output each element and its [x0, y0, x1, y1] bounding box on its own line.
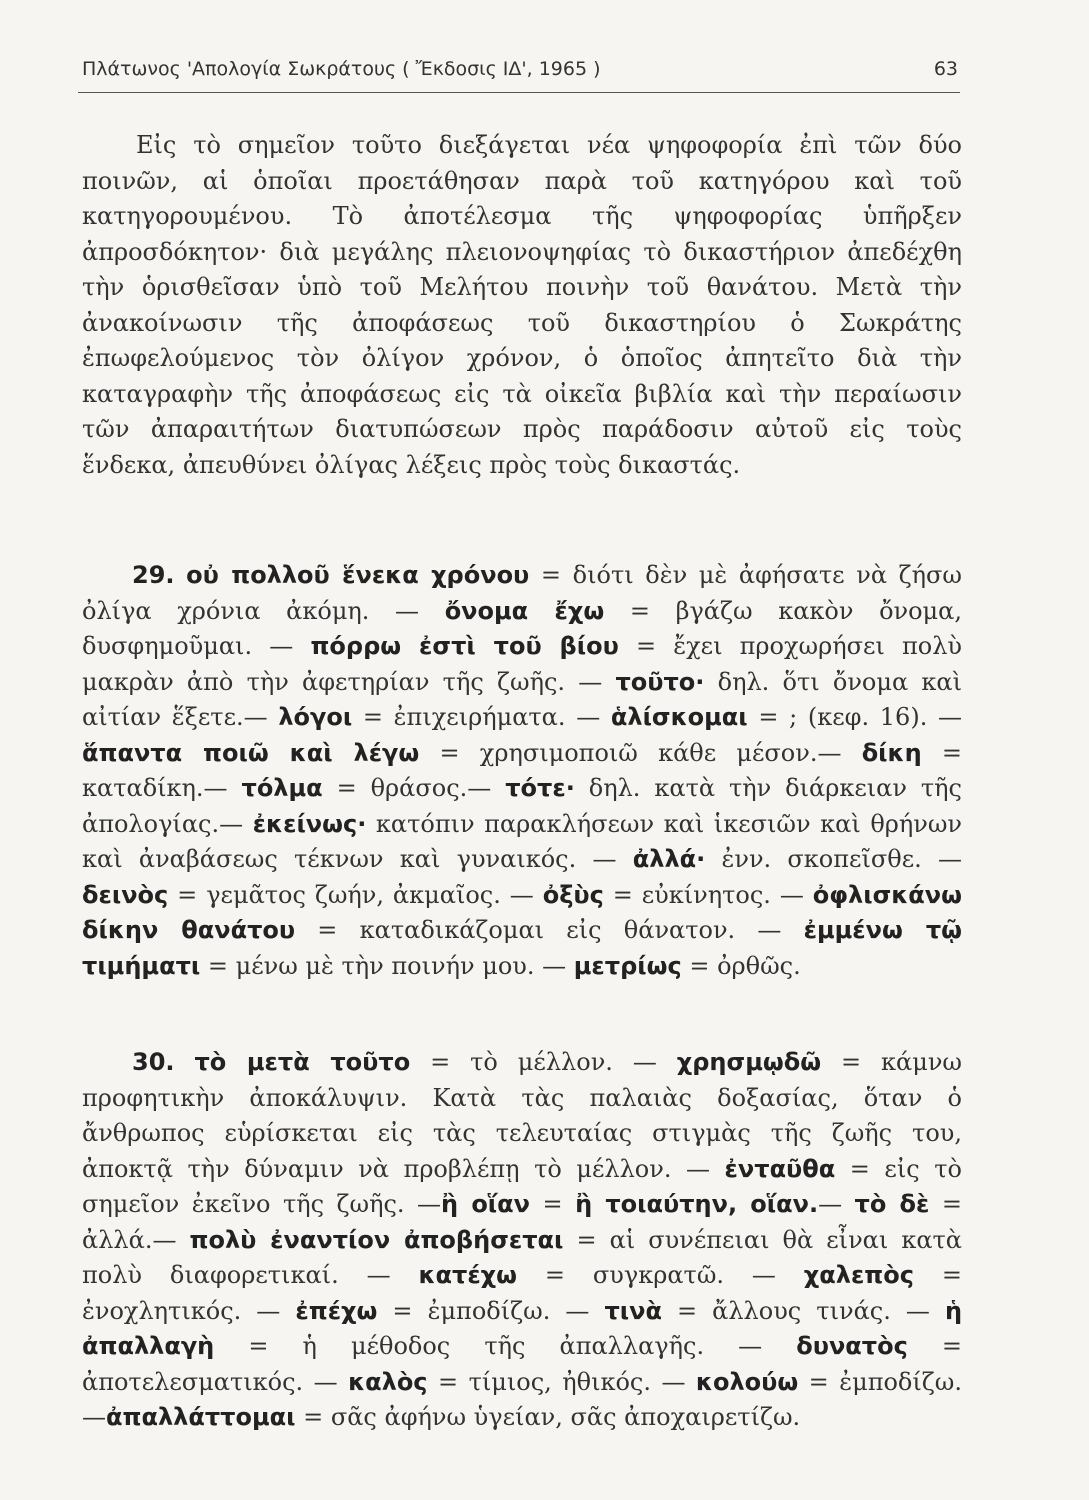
glossary-definition: δηλ. ὅτι ὄνομα καὶ αἰτίαν ἕξετε.— — [82, 667, 962, 731]
section-number: 30. — [132, 1048, 175, 1076]
glossary-definition: = ἐνοχλητικός. — — [82, 1261, 962, 1325]
glossary-term: καλὸς — [348, 1367, 428, 1396]
glossary-term: ἡ ἀπαλλαγὴ — [82, 1296, 963, 1360]
glossary-term: τόλμα — [241, 774, 323, 802]
glossary-term: λόγοι — [278, 703, 353, 731]
glossary-term: ἢ τοιαύτην, οἵαν. — [575, 1190, 819, 1218]
glossary-definition: = ἀποτελεσματικός. — — [82, 1332, 962, 1396]
glossary-definition: = κάμνω προφητικὴν ἀποκάλυψιν. Κατὰ τὰς παλαιὰς δοξασίας, ὅταν ὁ ἄνθρωπος εὑρίσκεται εἰς τὰς τελευταίας στιγμὰς τῆς ζωῆς του, ἀποκτᾷ τὴν δύναμιν νὰ προβλέπῃ τὸ μέλλον. — — [82, 1048, 962, 1183]
glossary-term: ἐνταῦθα — [724, 1154, 836, 1183]
glossary-definition: = αἱ συνέπειαι θὰ εἶναι κατὰ πολὺ διαφορετικαί. — — [82, 1225, 963, 1289]
glossary-term: κολούω — [695, 1367, 799, 1396]
glossary-definition: ἐνν. σκοπεῖσθε. — — [705, 845, 963, 873]
glossary-definition: δηλ. κατὰ τὴν διάρκειαν τῆς ἀπολογίας.— — [82, 774, 963, 838]
glossary-term: ἀλλά· — [632, 845, 706, 873]
glossary-definition: = μένω μὲ τὴν ποινήν μου. — — [200, 951, 574, 980]
glossary-definition: = ὀρθῶς. — [681, 951, 801, 980]
glossary-term: δυνατὸς — [796, 1332, 908, 1360]
glossary-term: οὐ πολλοῦ ἕνεκα χρόνου — [186, 561, 530, 589]
glossary-term: ὀφλισκάνω δίκην θανάτου — [82, 880, 963, 944]
glossary-definition: = ἄλλους τινάς. — — [661, 1296, 945, 1325]
glossary-definition: = εὐκίνητος. — — [603, 880, 813, 909]
glossary-term: ἢ οἵαν — [441, 1190, 530, 1218]
glossary-term: ἀπαλλάττομαι — [106, 1403, 296, 1431]
header-title: Πλάτωνος 'Απολογία Σωκράτους ( Ἔκδοσις ΙΔ', 1965 ) — [82, 58, 601, 80]
glossary-term: ἐκείνως· — [252, 809, 367, 838]
glossary-definition: — — [818, 1190, 855, 1218]
intro-paragraph: Εἰς τὸ σημεῖον τοῦτο διεξάγεται νέα ψηφοφορία ἐπὶ τῶν δύο ποινῶν, αἱ ὁποῖαι προετάθησαν παρὰ τοῦ κατηγόρου καὶ τοῦ κατηγορουμένου. Τὸ ἀποτέλεσμα τῆς ψηφοφορίας ὑπῆρξεν ἀπροσδόκητον· διὰ μεγάλης πλειονοψηφίας τὸ δικαστήριον ἀπεδέχθη τὴν ὁρισθεῖσαν ὑπὸ τοῦ Μελήτου ποινὴν τοῦ θανάτου. Μετὰ τὴν ἀνακοίνωσιν τῆς ἀποφάσεως τοῦ δικαστηρίου ὁ Σωκράτης ἐπωφελούμενος τὸν ὀλίγον χρόνον, ὁ ὁποῖος ἀπητεῖτο διὰ τὴν καταγραφὴν τῆς ἀποφάσεως εἰς τὰ οἰκεῖα βιβλία καὶ τὴν περαίωσιν τῶν ἀπαραιτήτων διατυπώσεων πρὸς παράδοσιν αὐτοῦ εἰς τοὺς ἕνδεκα, ἀπευθύνει ὀλίγας λέξεις πρὸς τοὺς δικαστάς. — [82, 131, 962, 479]
glossary-definition: = τὸ μέλλον. — — [410, 1048, 677, 1076]
glossary-definition: = — [530, 1190, 576, 1218]
glossary-entries — [82, 561, 962, 980]
glossary-term: ἁλίσκομαι — [610, 703, 748, 731]
glossary-definition: = συγκρατῶ. — — [517, 1261, 804, 1289]
glossary-definition: = βγάζω κακὸν ὄνομα, δυσφημοῦμαι. — — [82, 596, 962, 660]
glossary-term: ὄνομα ἔχω — [444, 596, 605, 625]
running-header — [82, 58, 958, 80]
glossary-term: χαλεπὸς — [803, 1261, 914, 1289]
glossary-definition: = χρησιμοποιῶ κάθε μέσον.— — [419, 738, 862, 767]
glossary-definition: = καταδίκη.— — [82, 738, 962, 802]
glossary-definition: = ἐμποδίζω. — — [377, 1296, 605, 1325]
glossary-term: δίκη — [861, 738, 922, 767]
glossary-term: μετρίως — [573, 951, 682, 980]
glossary-definition: = ἡ μέθοδος τῆς ἀπαλλαγῆς. — — [214, 1332, 797, 1360]
glossary-term: δεινὸς — [82, 880, 169, 909]
header-rule — [78, 92, 960, 93]
glossary-definition: κατόπιν παρακλήσεων καὶ ἱκεσιῶν καὶ θρήνων καὶ ἀναβάσεως τέκνων καὶ γυναικός. — — [82, 809, 963, 873]
glossary-term: ἐπέχω — [295, 1296, 378, 1325]
glossary-term: τὸ δὲ — [854, 1190, 930, 1218]
glossary-definition: = καταδικάζομαι εἰς θάνατον. — — [295, 916, 804, 944]
glossary-term: κατέχω — [418, 1261, 518, 1289]
glossary-definition: = ; (κεφ. 16). — — [747, 703, 962, 731]
glossary-definition: = ἔχει προχωρήσει πολὺ μακρὰν ἀπὸ τὴν ἀφετηρίαν τῆς ζωῆς. — — [82, 632, 963, 696]
glossary-definition: = γεμᾶτος ζωήν, ἀκμαῖος. — — [168, 880, 543, 909]
page-number: 63 — [933, 58, 958, 80]
glossary-definition: = τίμιος, ἠθικός. — — [427, 1367, 696, 1396]
glossary-term: τινὰ — [604, 1296, 662, 1325]
glossary-term: ἐμμένω τῷ τιμήματι — [82, 916, 962, 980]
glossary-definition: = θράσος.— — [322, 774, 506, 802]
glossary-term: χρησμῳδῶ — [676, 1048, 822, 1076]
glossary-definition: = ἀλλά.— — [82, 1190, 962, 1254]
glossary-term: πολὺ ἐναντίον ἀποβήσεται — [189, 1225, 564, 1254]
section-number: 29. — [132, 561, 175, 589]
glossary-term: τὸ μετὰ τοῦτο — [194, 1048, 411, 1076]
glossary-definition: = διότι δὲν μὲ ἀφήσατε νὰ ζήσω ὀλίγα χρόνια ἀκόμη. — — [82, 561, 962, 625]
glossary-term: πόρρω ἐστὶ τοῦ βίου — [310, 632, 619, 660]
glossary-definition: = ἐμποδίζω. — — [82, 1367, 962, 1431]
glossary-definition: = ἐπιχειρήματα. — — [352, 703, 611, 731]
section-29-paragraph — [82, 558, 962, 984]
glossary-term: ἅπαντα ποιῶ καὶ λέγω — [82, 738, 420, 767]
glossary-term: ὀξὺς — [542, 880, 604, 909]
glossary-entries — [82, 1048, 962, 1431]
glossary-definition: = σᾶς ἀφήνω ὑγείαν, σᾶς ἀποχαιρετίζω. — [295, 1403, 801, 1431]
section-30-paragraph — [82, 1045, 962, 1436]
glossary-definition: = εἰς τὸ σημεῖον ἐκεῖνο τῆς ζωῆς. — — [82, 1154, 962, 1218]
glossary-term: τοῦτο· — [615, 667, 705, 696]
glossary-term: τότε· — [505, 774, 575, 802]
